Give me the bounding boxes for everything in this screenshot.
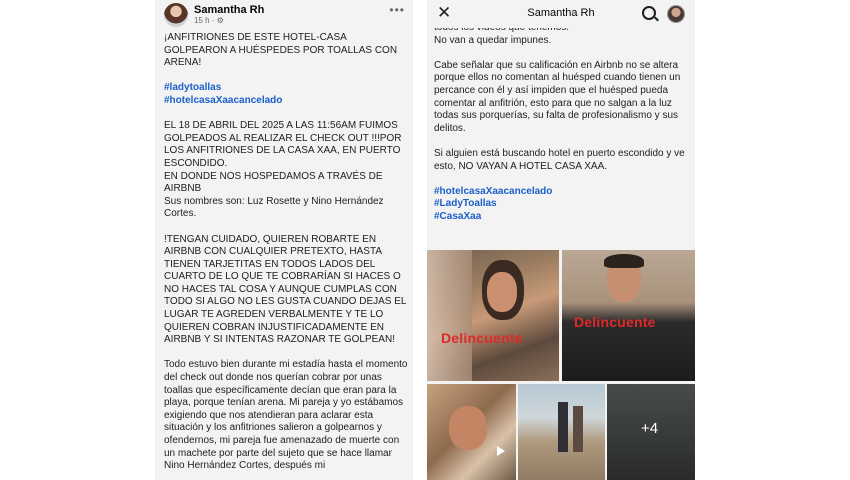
close-icon[interactable]: ✕ — [437, 3, 452, 22]
left-post — [155, 0, 413, 480]
video-1[interactable] — [427, 384, 516, 480]
post-paragraph: Cabe señalar que su calificación en Airbnb no se altera porque ellos no comentan al huésped cuando tienen un percance con él y así impiden que el huésped pueda comentar al anfitrión, esto para que no salgan a la luz todas sus porquerías, su falta de profesionalismo y sus delitos. — [434, 59, 681, 134]
delincuente-label: Delincuente — [574, 314, 656, 330]
photo-2[interactable] — [562, 250, 695, 381]
post-text: Sus nombres son: Luz Rosette y Nino Hernández Cortes. — [164, 195, 384, 220]
viewer-header — [427, 0, 695, 28]
photo-4[interactable] — [607, 384, 695, 480]
photo-figure — [604, 254, 644, 268]
post-time[interactable] — [194, 16, 224, 25]
photo-3[interactable] — [518, 384, 605, 480]
post-body-continued — [434, 22, 690, 236]
hashtag-link[interactable]: #hotelcasaXaacancelado — [164, 94, 283, 106]
post-text: EL 18 DE ABRIL DEL 2025 A LAS 11:56AM FUIMOS GOLPEADOS AL REALIZAR EL CHECK OUT !!!POR LOS ANFITRIONES DE LA CASA XAA, EN PUERTO ESCONDIDO. — [164, 120, 402, 169]
post-paragraph: Todo estuvo bien durante mi estadía hasta el momento del check out donde nos querían cobrar por unas toallas que específicamente decían que eran para la playa, porque tenían arena. Mi pareja y yo estábamos exigiendo que nos atendieran para aclarar esta situación y los anfitriones salieron a golpearnos y ofendernos, mi pareja fue amenazado de muerte con un machete por parte del sujeto que se hace llamar Nino Hernández Cortes, después mi — [164, 359, 408, 472]
right-post — [427, 0, 695, 480]
photo-figure — [487, 272, 517, 312]
hashtag-group — [434, 186, 690, 224]
time-text[interactable]: 15 h · — [194, 16, 215, 25]
delincuente-label: Delincuente — [441, 330, 523, 346]
hashtag-link[interactable]: #ladytoallas — [164, 82, 222, 94]
photo-figure — [558, 402, 568, 452]
profile-avatar[interactable] — [667, 5, 685, 23]
photo-figure — [449, 406, 487, 450]
post-body — [164, 32, 409, 480]
header-title: Samantha Rh — [527, 7, 595, 19]
hashtag-link[interactable]: #hotelcasaXaacancelado — [434, 185, 553, 197]
post-paragraph: Si alguien está buscando hotel en puerto escondido y ve esto, NO VAYAN A HOTEL CASA XAA. — [434, 147, 685, 172]
photo-figure — [427, 250, 472, 381]
post-paragraph — [164, 120, 409, 221]
post-text: No van a quedar impunes. — [434, 34, 552, 46]
search-icon[interactable] — [642, 6, 656, 20]
post-text: EN DONDE NOS HOSPEDAMOS A TRAVÉS DE AIRBNB — [164, 170, 383, 195]
more-photos-count[interactable]: +4 — [641, 420, 659, 437]
author-name[interactable]: Samantha Rh — [194, 4, 265, 16]
hashtag-link[interactable]: #CasaXaa — [434, 210, 482, 222]
post-headline: ¡ANFITRIONES DE ESTE HOTEL-CASA GOLPEARON A HUÉSPEDES POR TOALLAS CON ARENA! — [164, 32, 398, 69]
sound-icon[interactable] — [497, 446, 505, 456]
more-options-icon[interactable]: ••• — [389, 3, 405, 17]
author-avatar[interactable] — [164, 3, 188, 27]
hashtag-link[interactable]: #LadyToallas — [434, 198, 497, 210]
photo-1[interactable] — [427, 250, 559, 381]
post-paragraph: !TENGAN CUIDADO, QUIEREN ROBARTE EN AIRBNB CON CUALQUIER PRETEXTO, HASTA TIENEN TARJETITAS EN TODOS LADOS DEL CUARTO DE LO QUE TE COBRARÍAN SI HACES O NO HACES TAL COSA Y AUNQUE CUMPLAS CON TODO SI ALGO NO LES GUSTA CUANDO DEJAS EL LUGAR TE AGREDEN VERBALMENTE Y TE LO QUIEREN COBRAN INJUSTIFICADAMENTE EN AIRBNB Y SI INTENTAS RAZONAR TE GOLPEAN! — [164, 233, 407, 346]
post-header — [164, 3, 409, 29]
photo-figure — [573, 406, 583, 452]
globe-icon: ⚙ — [216, 16, 224, 25]
hashtag-group — [164, 82, 409, 107]
